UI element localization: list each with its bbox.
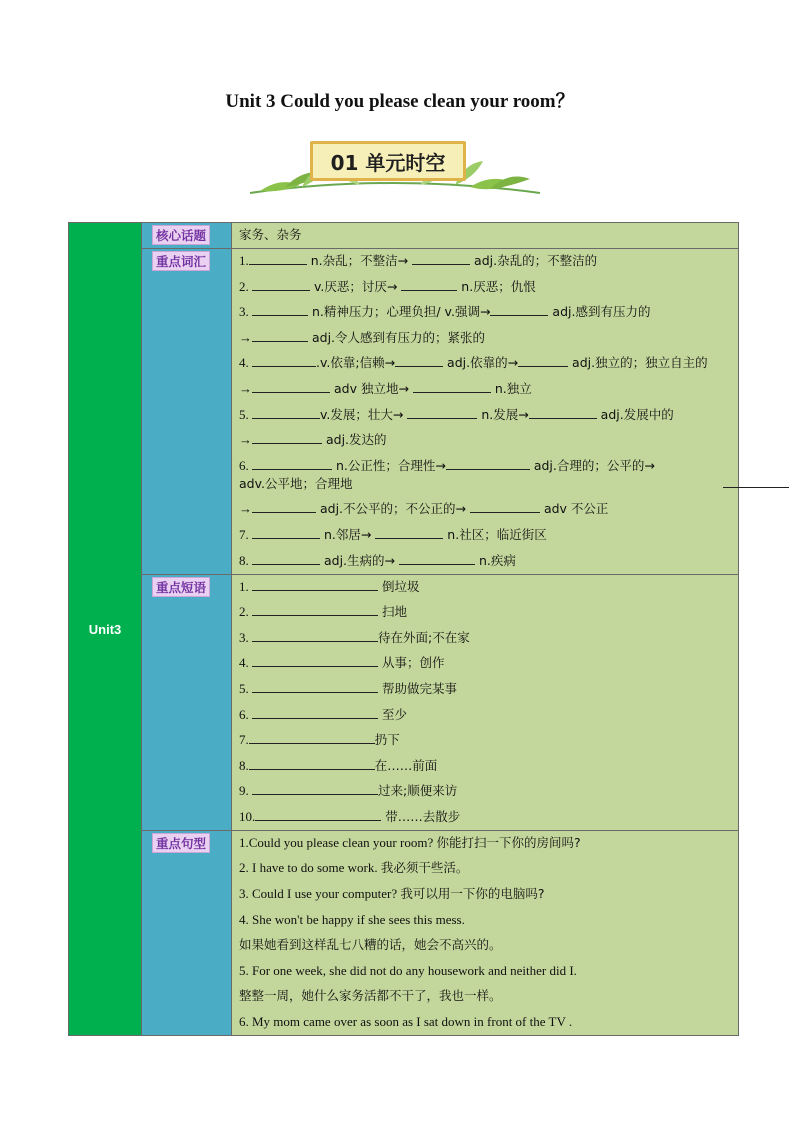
vocab-line-8: → adj.发达的 (239, 432, 387, 448)
vocab-label-cell (142, 249, 232, 575)
row-vocab (69, 249, 739, 575)
vocab-line-2: 2. v.厌恶；讨厌→ n.厌恶；仇恨 (239, 278, 536, 294)
vocab-line-11: 7. n.邻居→ n.社区；临近街区 (239, 526, 547, 542)
vocab-line-3: 3. n.精神压力；心理负担/ v.强调→ adj.感到有压力的 (239, 304, 651, 320)
vocab-line-10: → adj.不公平的；不公正的→ adv 不公正 (239, 501, 609, 517)
list-item: 3. 待在外面;不在家 (239, 629, 470, 645)
list-item: 8. 在……前面 (239, 757, 438, 773)
vocab-line-1: 1. n.杂乱；不整洁→ adj.杂乱的；不整洁的 (239, 253, 598, 268)
section-banner (240, 135, 550, 205)
list-item: 1.Could you please clean your room? 你能打扫一下你的房间吗? (239, 834, 581, 850)
topic-content-cell (232, 223, 739, 249)
list-item: 7. 扔下 (239, 732, 400, 748)
list-item: 2. 扫地 (239, 604, 407, 620)
list-item: 4. 从事；创作 (239, 655, 445, 671)
unit-label: Unit3 (69, 223, 142, 1036)
list-item: 3. Could I use your computer? 我可以用一下你的电脑吗? (239, 886, 545, 902)
topic-label: 核心话题 (152, 225, 210, 245)
row-sentences (69, 830, 739, 1035)
phrases-content (232, 574, 739, 830)
overflow-blank-line (723, 487, 789, 488)
vocab-line-12: 8. adj.生病的→ n.疾病 (239, 552, 516, 568)
vocab-label: 重点词汇 (152, 251, 210, 271)
page-title: Unit 3 Could you please clean your room？ (225, 91, 575, 112)
sentences-label: 重点句型 (152, 833, 210, 853)
list-item: 6. 至少 (239, 706, 407, 722)
vocab-line-7: 5. v.发展；壮大→ n.发展→ adj.发展中的 (239, 406, 674, 422)
phrases-label-cell (142, 574, 232, 830)
sentences-content (232, 830, 739, 1035)
unit-summary-table (68, 222, 739, 1036)
section-badge: 01 单元时空 (310, 141, 466, 181)
row-phrases (69, 574, 739, 830)
row-topic (69, 223, 739, 249)
vocab-line-9: 6. n.公正性；合理性→ adj.合理的；公平的→ adv.公平地；合理地 (239, 457, 655, 491)
list-item: 5. For one week, she did not do any housework and neither did I. (239, 962, 577, 978)
list-item: 6. My mom came over as soon as I sat down in front of the TV . (239, 1014, 573, 1030)
sentences-label-cell (142, 830, 232, 1035)
list-item: 5. 帮助做完某事 (239, 680, 457, 696)
topic-label-cell (142, 223, 232, 249)
vocab-content (232, 249, 739, 575)
vocab-line-5: 4. .v.依靠;信赖→ adj.依靠的→ adj.独立的；独立自主的 (239, 355, 708, 371)
vocab-line-4: → adj.令人感到有压力的；紧张的 (239, 329, 486, 345)
phrases-label: 重点短语 (152, 577, 210, 597)
list-item: 如果她看到这样乱七八糟的话，她会不高兴的。 (239, 937, 502, 953)
list-item: 2. I have to do some work. 我必须干些活。 (239, 860, 469, 876)
list-item: 整整一周，她什么家务活都不干了，我也一样。 (239, 988, 502, 1004)
list-item: 1. 倒垃圾 (239, 578, 420, 594)
list-item: 10. 带……去散步 (239, 808, 461, 824)
list-item: 9. 过来;顺便来访 (239, 783, 458, 799)
list-item: 4. She won't be happy if she sees this mess. (239, 911, 465, 927)
topic-content: 家务、杂务 (239, 227, 302, 242)
vocab-line-6: → adv 独立地→ n.独立 (239, 380, 532, 396)
